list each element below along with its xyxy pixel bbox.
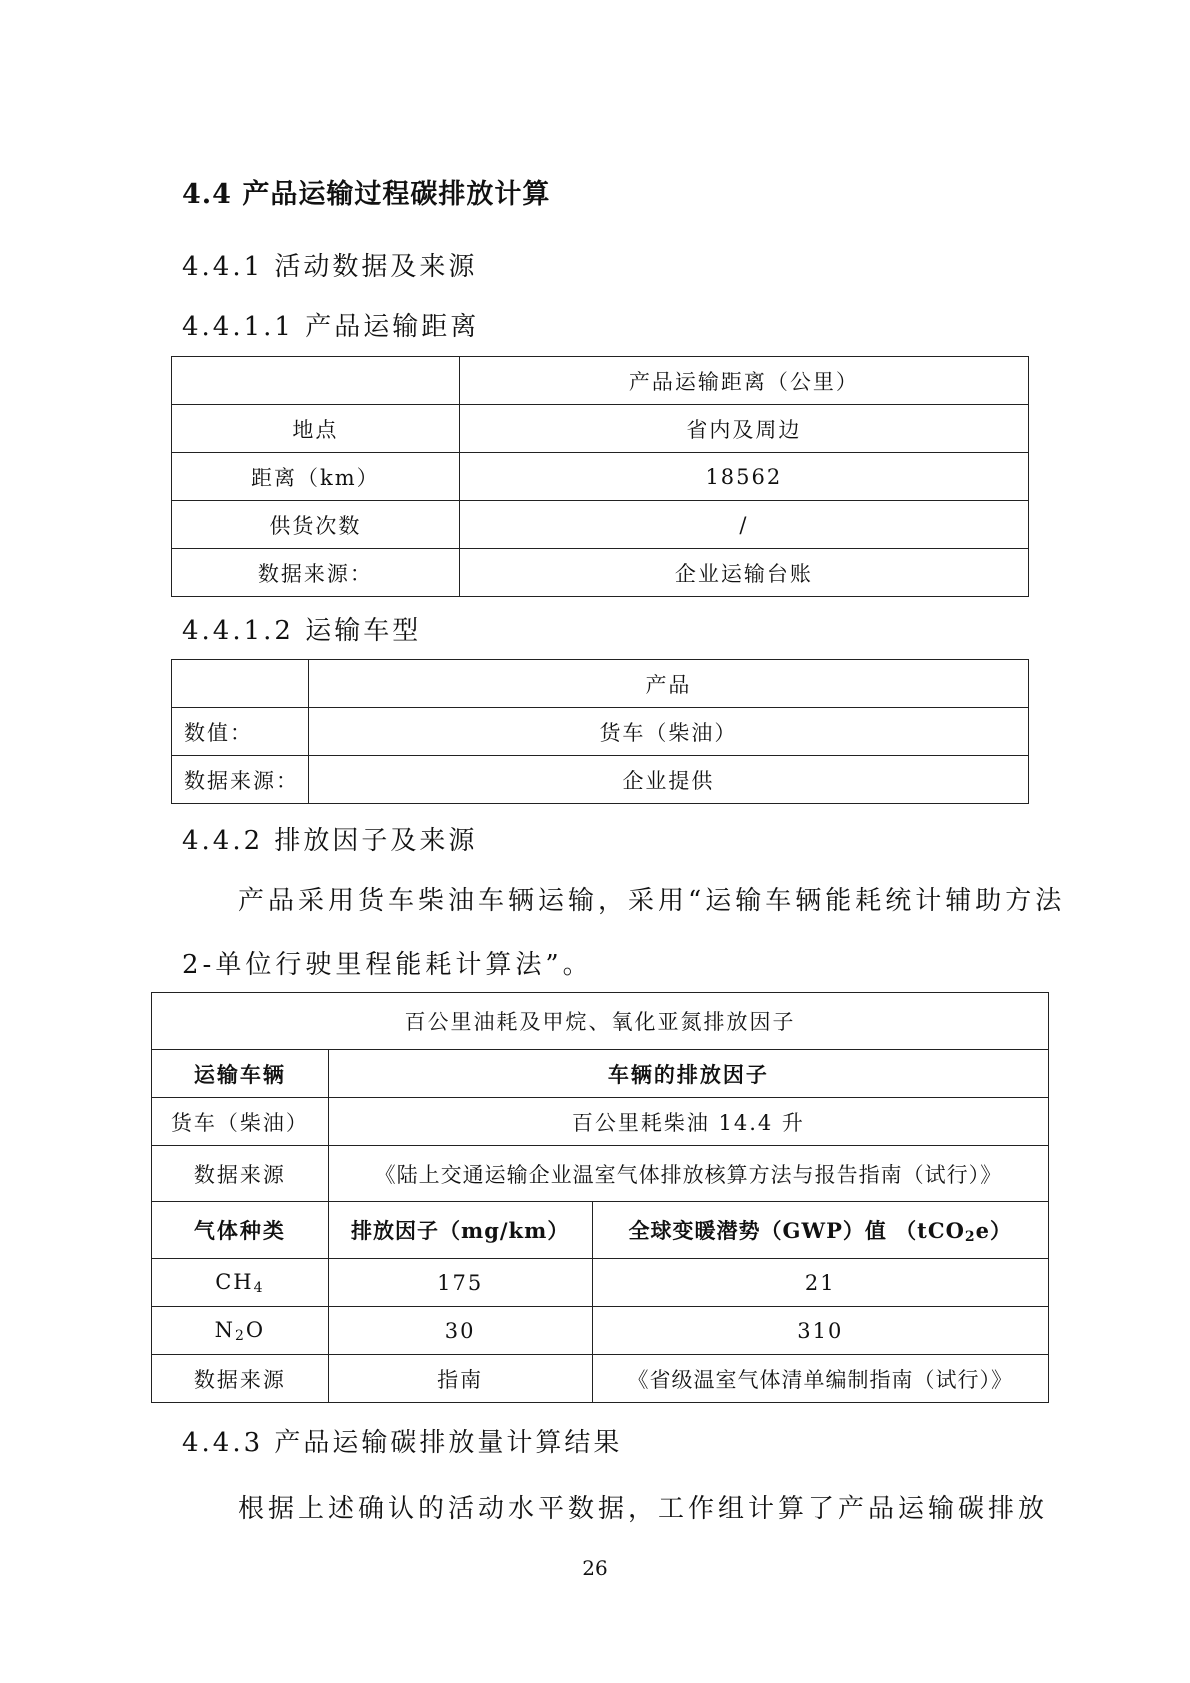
header-vehicle: 运输车辆: [152, 1050, 329, 1098]
table-cell-empty: [172, 357, 460, 405]
header-gwp: [592, 1202, 1048, 1259]
row-value: 货车（柴油）: [308, 708, 1028, 756]
source-gwp-cell: 《省级温室气体清单编制指南（试行）》: [592, 1355, 1048, 1403]
table-row: [172, 549, 1029, 597]
gas-formula-end: O: [245, 1317, 266, 1342]
gas-subscript: 2: [235, 1327, 246, 1344]
heading-4-4-1: 4.4.1 活动数据及来源: [182, 252, 478, 282]
table-row: [172, 708, 1029, 756]
gas-formula: N: [214, 1317, 235, 1342]
table-header-cell: 产品: [308, 660, 1028, 708]
header-vehicle-factor: 车辆的排放因子: [328, 1050, 1048, 1098]
row-label: 供货次数: [172, 501, 460, 549]
header-gas: 气体种类: [152, 1202, 329, 1259]
row-label: 数值：: [172, 708, 309, 756]
gas-cell: [152, 1259, 329, 1307]
emission-factor-table: [151, 992, 1049, 1403]
table-header-cell: 产品运输距离（公里）: [459, 357, 1028, 405]
row-value: 省内及周边: [459, 405, 1028, 453]
row-label: 地点: [172, 405, 460, 453]
table-row: [152, 1098, 1049, 1146]
vehicle-cell: 货车（柴油）: [152, 1098, 329, 1146]
source-value-cell: 《陆上交通运输企业温室气体排放核算方法与报告指南（试行）》: [328, 1146, 1048, 1202]
vehicle-factor-cell: 百公里耗柴油 14.4 升: [328, 1098, 1048, 1146]
source-label-cell: 数据来源: [152, 1355, 329, 1403]
header-emission-factor: 排放因子（mg/km）: [328, 1202, 592, 1259]
gwp-cell: 310: [592, 1307, 1048, 1355]
ef-cell: 30: [328, 1307, 592, 1355]
paragraph-line: 产品采用货车柴油车辆运输，采用“运输车辆能耗统计辅助方法: [238, 886, 1066, 916]
transport-distance-table: [171, 356, 1029, 597]
gas-subscript: 4: [253, 1279, 265, 1296]
row-label: 数据来源：: [172, 756, 309, 804]
table-row: [172, 756, 1029, 804]
gas-cell: [152, 1307, 329, 1355]
table-cell-empty: [172, 660, 309, 708]
row-value: /: [459, 501, 1028, 549]
table-row: [172, 405, 1029, 453]
table-row: [152, 1259, 1049, 1307]
section-title: 4.4 产品运输过程碳排放计算: [182, 179, 551, 210]
table-row: [152, 1355, 1049, 1403]
source-label-cell: 数据来源: [152, 1146, 329, 1202]
heading-4-4-3: 4.4.3 产品运输碳排放量计算结果: [182, 1428, 623, 1458]
row-value: 企业提供: [308, 756, 1028, 804]
row-value: 18562: [459, 453, 1028, 501]
vehicle-type-table: [171, 659, 1029, 804]
heading-4-4-2: 4.4.2 排放因子及来源: [182, 826, 478, 856]
paragraph-line: 根据上述确认的活动水平数据，工作组计算了产品运输碳排放: [238, 1494, 1049, 1524]
table-row: [172, 501, 1029, 549]
heading-4-4-1-2: 4.4.1.2 运输车型: [182, 616, 422, 646]
heading-4-4-1-1: 4.4.1.1 产品运输距离: [182, 312, 480, 342]
row-label: 距离（km）: [172, 453, 460, 501]
row-value: 企业运输台账: [459, 549, 1028, 597]
ef-cell: 175: [328, 1259, 592, 1307]
table-row: [152, 1307, 1049, 1355]
page-number: 26: [582, 1556, 608, 1580]
table-title-cell: 百公里油耗及甲烷、氧化亚氮排放因子: [152, 993, 1049, 1050]
gwp-cell: 21: [592, 1259, 1048, 1307]
paragraph-line: 2-单位行驶里程能耗计算法”。: [182, 950, 593, 980]
gwp-subscript: 2: [964, 1229, 976, 1245]
source-ef-cell: 指南: [328, 1355, 592, 1403]
table-row: [152, 1146, 1049, 1202]
gwp-text-end: e）: [975, 1218, 1012, 1243]
gwp-text: 全球变暖潜势（GWP）值 （tCO: [628, 1218, 965, 1243]
gas-formula: CH: [215, 1269, 254, 1294]
table-row: [172, 453, 1029, 501]
row-label: 数据来源：: [172, 549, 460, 597]
